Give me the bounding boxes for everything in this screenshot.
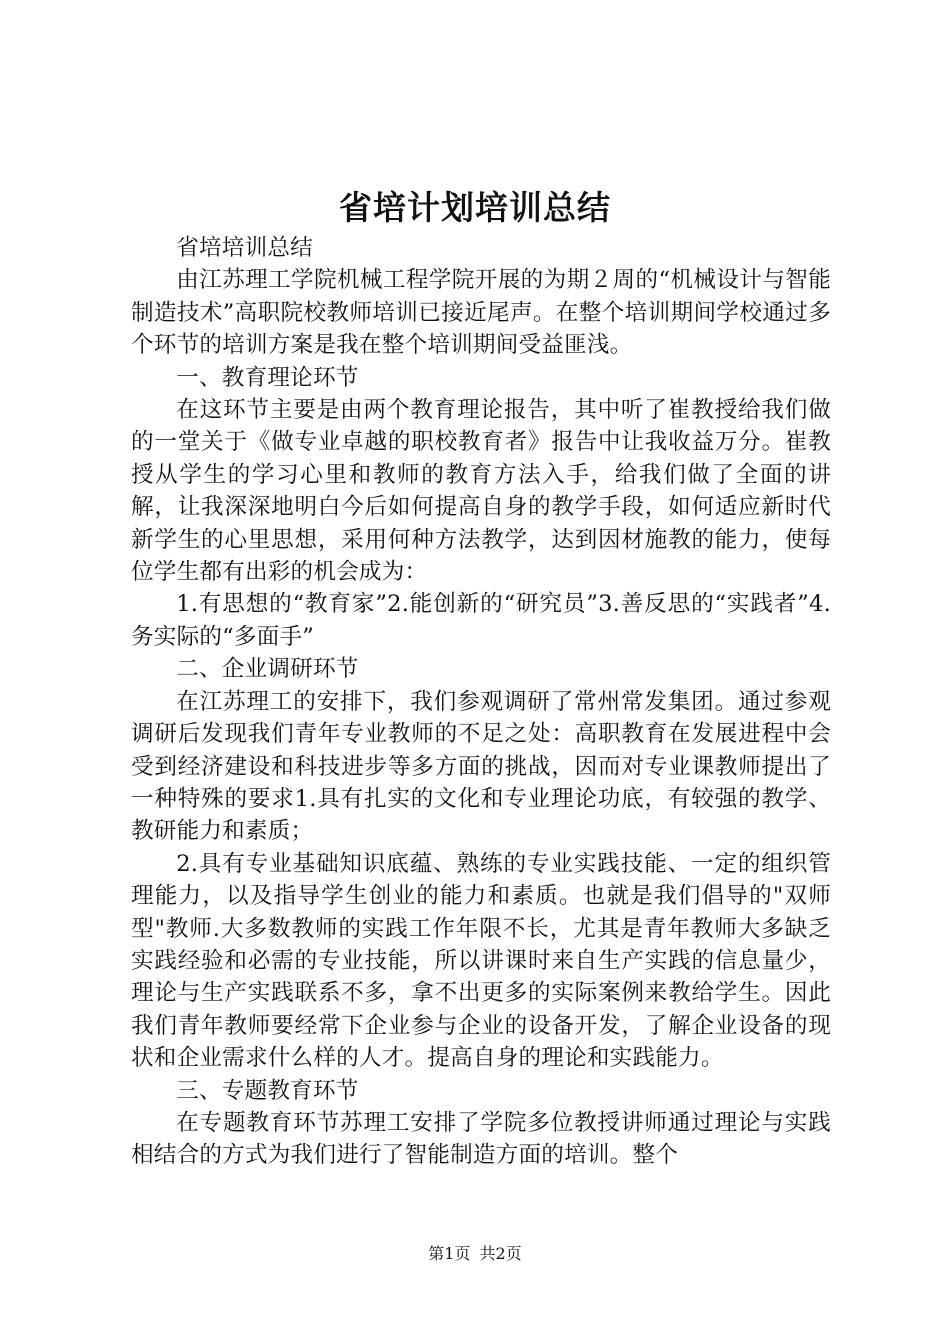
section-heading-3: 三、专题教育环节 — [176, 1077, 359, 1104]
document-body — [131, 232, 831, 1172]
paragraph-intro: 由江苏理工学院机械工程学院开展的为期２周的“机械设计与智能制造技术”高职院校教师培训已接近尾声。在整个培训期间学校通过多个环节的培训方案是我在整个培训期间受益匪浅。 — [131, 267, 831, 359]
paragraph-section-2b: 2.具有专业基础知识底蕴、熟练的专业实践技能、一定的组织管理能力，以及指导学生创业的能力和素质。也就是我们倡导的"双师型"教师.大多数教师的实践工作年限不长，尤其是青年教师大多缺乏实践经验和必需的专业技能，所以讲课时来自生产实践的信息量少，理论与生产实践联系不多，拿不出更多的实际案例来教给学生。因此我们青年教师要经常下企业参与企业的设备开发，了解企业设备的现状和企业需求什么样的人才。提高自身的理论和实践能力。 — [131, 850, 831, 1072]
paragraph-section-3: 在专题教育环节苏理工安排了学院多位教授讲师通过理论与实践相结合的方式为我们进行了智能制造方面的培训。整个 — [131, 1109, 831, 1169]
paragraph-subtitle: 省培培训总结 — [176, 235, 313, 261]
section-heading-2: 二、企业调研环节 — [176, 656, 359, 683]
page-total: 共2页 — [479, 1244, 522, 1263]
document-title: 省培计划培训总结 — [339, 188, 611, 227]
paragraph-list-roles: 1.有思想的“教育家”2.能创新的“研究员”3.善反思的“实践者”4.务实际的“多面手” — [131, 591, 831, 650]
page-footer — [0, 1242, 950, 1266]
page-number: 第1页 — [428, 1244, 471, 1263]
paragraph-section-2a: 在江苏理工的安排下，我们参观调研了常州常发集团。通过参观调研后发现我们青年专业教师的不足之处：高职教育在发展进程中会受到经济建设和科技进步等多方面的挑战，因而对专业课教师提出了一种特殊的要求1.具有扎实的文化和专业理论功底，有较强的教学、教研能力和素质； — [131, 688, 831, 845]
paragraph-section-1: 在这环节主要是由两个教育理论报告，其中听了崔教授给我们做的一堂关于《做专业卓越的职校教育者》报告中让我收益万分。崔教授从学生的学习心里和教师的教育方法入手，给我们做了全面的讲解，让我深深地明白今后如何提高自身的教学手段，如何适应新时代新学生的心里思想，采用何种方法教学，达到因材施教的能力，使每位学生都有出彩的机会成为： — [131, 397, 831, 586]
section-heading-1: 一、教育理论环节 — [176, 364, 359, 391]
